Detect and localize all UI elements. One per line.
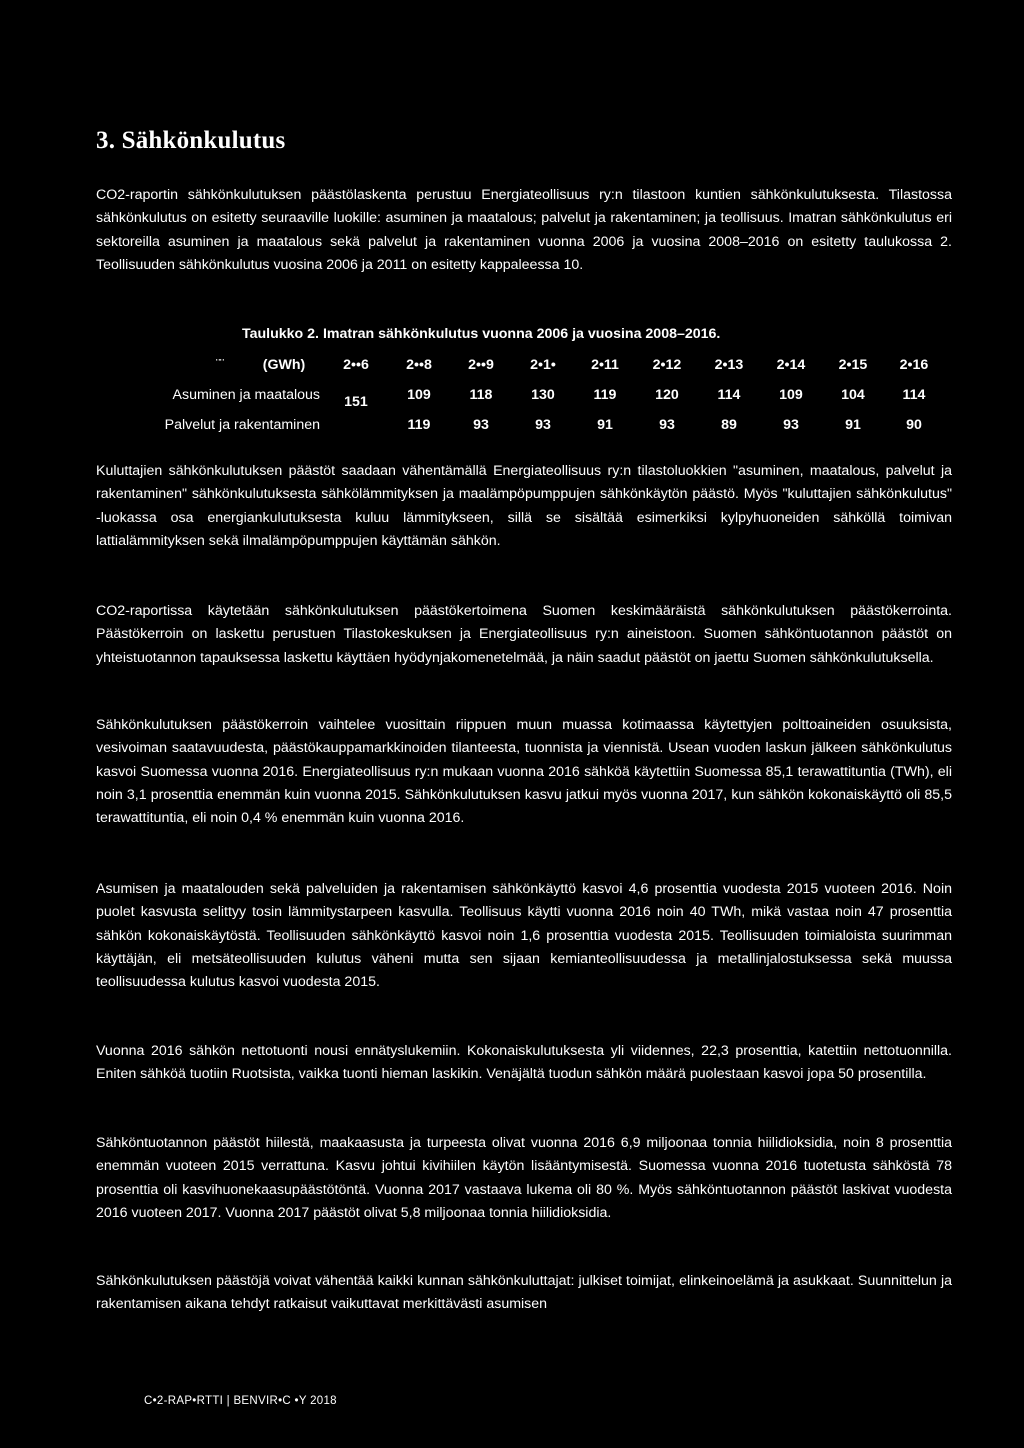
header-year: 2•13 xyxy=(714,357,744,373)
table-cell: 90 xyxy=(906,417,922,433)
table-cell: 104 xyxy=(841,387,865,403)
paragraph-production-emissions: Sähköntuotannon päästöt hiilestä, maakaasusta ja turpeesta olivat vuonna 2016 6,9 miljoonaa tonnia hiilidioksidia, noin 8 prosenttia enemmän vuoteen 2015 verrattuna. Kasvu johtui kivihiilen käytön lisääntymisestä. Suomessa vuonna 2016 tuotetusta sähköstä 78 prosenttia oli kasvihuonekaasupäästötöntä. Vuonna 2017 vastaava lukema oli 80 %. Myös sähköntuotannon päästöt laskivat vuodesta 2016 vuoteen 2017. Vuonna 2017 päästöt olivat 5,8 miljoonaa tonnia hiilidioksidia. xyxy=(96,1135,952,1221)
table-header-row xyxy=(96,350,944,380)
table-cell: 93 xyxy=(783,417,799,433)
table-cell: 93 xyxy=(659,417,675,433)
table-cell: 109 xyxy=(779,387,803,403)
table-cell: 93 xyxy=(473,417,489,433)
table-cell: 109 xyxy=(407,387,431,403)
paragraph-sector-usage: Asumisen ja maatalouden sekä palveluiden ja rakentamisen sähkönkäyttö kasvoi 4,6 prosenttia vuodesta 2015 vuoteen 2016. Noin puolet kasvusta selittyy tosin lämmitystarpeen kasvulla. Teollisuus käytti vuonna 2016 noin 40 TWh, mikä vastaa noin 47 prosenttia sähkön kokonaiskäytöstä. Teollisuuden sähkönkäyttö kasvoi noin 1,6 prosenttia vuodesta 2015. Teollisuuden toimialoista suurimman käyttäjän, eli metsäteollisuuden kulutus väheni mutta sen sijaan kemianteollisuudessa ja metallinjalostuksessa sekä muussa teollisuudessa kulutus kasvoi vuodesta 2015. xyxy=(96,881,952,991)
header-year: 2•14 xyxy=(776,357,806,373)
header-year: 2•15 xyxy=(838,357,868,373)
table-cell: 118 xyxy=(469,387,493,403)
table-cell: 89 xyxy=(721,417,737,433)
table-cell: 91 xyxy=(597,417,613,433)
table-cell: 119 xyxy=(407,417,431,433)
table-cell: 114 xyxy=(902,387,926,403)
row-label: Asuminen ja maatalous xyxy=(172,387,320,403)
table-cell xyxy=(324,380,388,410)
table-caption: Taulukko 2. Imatran sähkönkulutus vuonna 2006 ja vuosina 2008–2016. xyxy=(242,326,721,342)
header-year: 2••6 xyxy=(343,357,369,373)
paragraph-reduction: Sähkönkulutuksen päästöjä voivat vähentää kaikki kunnan sähkönkuluttajat: julkiset toimijat, elinkeinoelämä ja asukkaat. Suunnittelun ja rakentamisen aikana tehdyt ratkaisut vaikuttavat merkittävästi asumisen xyxy=(96,1273,952,1313)
paragraph-net-import: Vuonna 2016 sähkön nettotuonti nousi ennätyslukemiin. Kokonaiskulutuksesta yli viidennes, 22,3 prosenttia, katettiin nettotuonnilla. Eniten sähköä tuotiin Ruotsista, vaikka tuonti hieman laskikin. Venäjältä tuodun sähkön määrä puolestaan kasvoi jopa 50 prosentilla. xyxy=(96,1043,952,1083)
header-year: 2•1• xyxy=(530,357,556,373)
header-year: 2••9 xyxy=(468,357,494,373)
table-row xyxy=(96,380,944,410)
table-cell: 93 xyxy=(535,417,551,433)
table-cell: 91 xyxy=(845,417,861,433)
row-label: Palvelut ja rakentaminen xyxy=(164,417,320,433)
table-row xyxy=(96,410,944,440)
table-cell: 120 xyxy=(655,387,679,403)
cell-value: 151 xyxy=(344,394,368,410)
table-cell xyxy=(324,410,388,440)
paragraph-intro: CO2-raportin sähkönkulutuksen päästölaskenta perustuu Energiateollisuus ry:n tilastoon kuntien sähkönkulutuksesta. Tilastossa sähkönkulutus on esitetty seuraaville luokille: asuminen ja maatalous; palvelut ja rakentaminen; ja teollisuus. Imatran sähkönkulutus eri sektoreilla asuminen ja maatalous sekä palvelut ja rakentaminen vuonna 2006 ja vuosina 2008–2016 on esitetty taulukossa 2. Teollisuuden sähkönkulutus vuosina 2006 ja 2011 on esitetty kappaleessa 10. xyxy=(96,187,952,273)
table-cell: 114 xyxy=(717,387,741,403)
consumption-table xyxy=(96,350,944,440)
header-year: 2•12 xyxy=(652,357,682,373)
page-footer: C•2-RAP•RTTI | BENVIR•C •Y 2018 xyxy=(144,1395,337,1407)
header-year: 2•16 xyxy=(899,357,929,373)
paragraph-factor-variation: Sähkönkulutuksen päästökerroin vaihtelee vuosittain riippuen muun muassa kotimaassa käytettyjen polttoaineiden osuuksista, vesivoiman saatavuudesta, päästökauppamarkkinoiden tilanteesta, tuonnista ja viennistä. Usean vuoden laskun jälkeen sähkönkulutus kasvoi Suomessa vuonna 2016. Energiateollisuus ry:n mukaan vuonna 2016 sähköä käytettiin Suomessa 85,1 terawattituntia (TWh), eli noin 3,1 prosenttia enemmän kuin vuonna 2015. Sähkönkulutuksen kasvu jatkui myös vuonna 2017, kun sähkön kokonaiskäyttö oli 85,5 terawattituntia, eli noin 0,4 % enemmän kuin vuonna 2016. xyxy=(96,717,952,827)
header-unit: (GWh) xyxy=(262,357,306,373)
table-cell: 130 xyxy=(531,387,555,403)
paragraph-emission-factor: CO2-raportissa käytetään sähkönkulutuksen päästökertoimena Suomen keskimääräistä sähkönkulutuksen päästökerrointa. Päästökerroin on laskettu perustuen Tilastokeskuksen ja Energiateollisuus ry:n aineistoon. Suomen sähköntuotannon päästöt on yhteistuotannon tapauksessa laskettu käyttäen hyödynjakomenetelmää, ja näin saadut päästöt on jaettu Suomen sähkönkulutuksella. xyxy=(96,603,952,666)
header-corner: ̈ ̈ xyxy=(218,357,222,373)
section-heading: 3. Sähkönkulutus xyxy=(96,127,286,154)
header-year: 2••8 xyxy=(406,357,432,373)
table-cell: 119 xyxy=(593,387,617,403)
header-year: 2•11 xyxy=(591,357,619,373)
paragraph-consumer-emissions: Kuluttajien sähkönkulutuksen päästöt saadaan vähentämällä Energiateollisuus ry:n tilastoluokkien "asuminen, maatalous, palvelut ja rakentaminen" sähkönkulutuksesta sähkölämmityksen ja maalämpöpumppujen sähkönkäytön päästö. Myös "kuluttajien sähkönkulutus" -luokassa osa energiankulutuksesta kuluu lämmitykseen, sillä se sisältää esimerkiksi kylpyhuoneiden sähköllä toimivan lattialämmityksen sekä ilmalämpöpumppujen käyttämän sähkön. xyxy=(96,463,952,549)
